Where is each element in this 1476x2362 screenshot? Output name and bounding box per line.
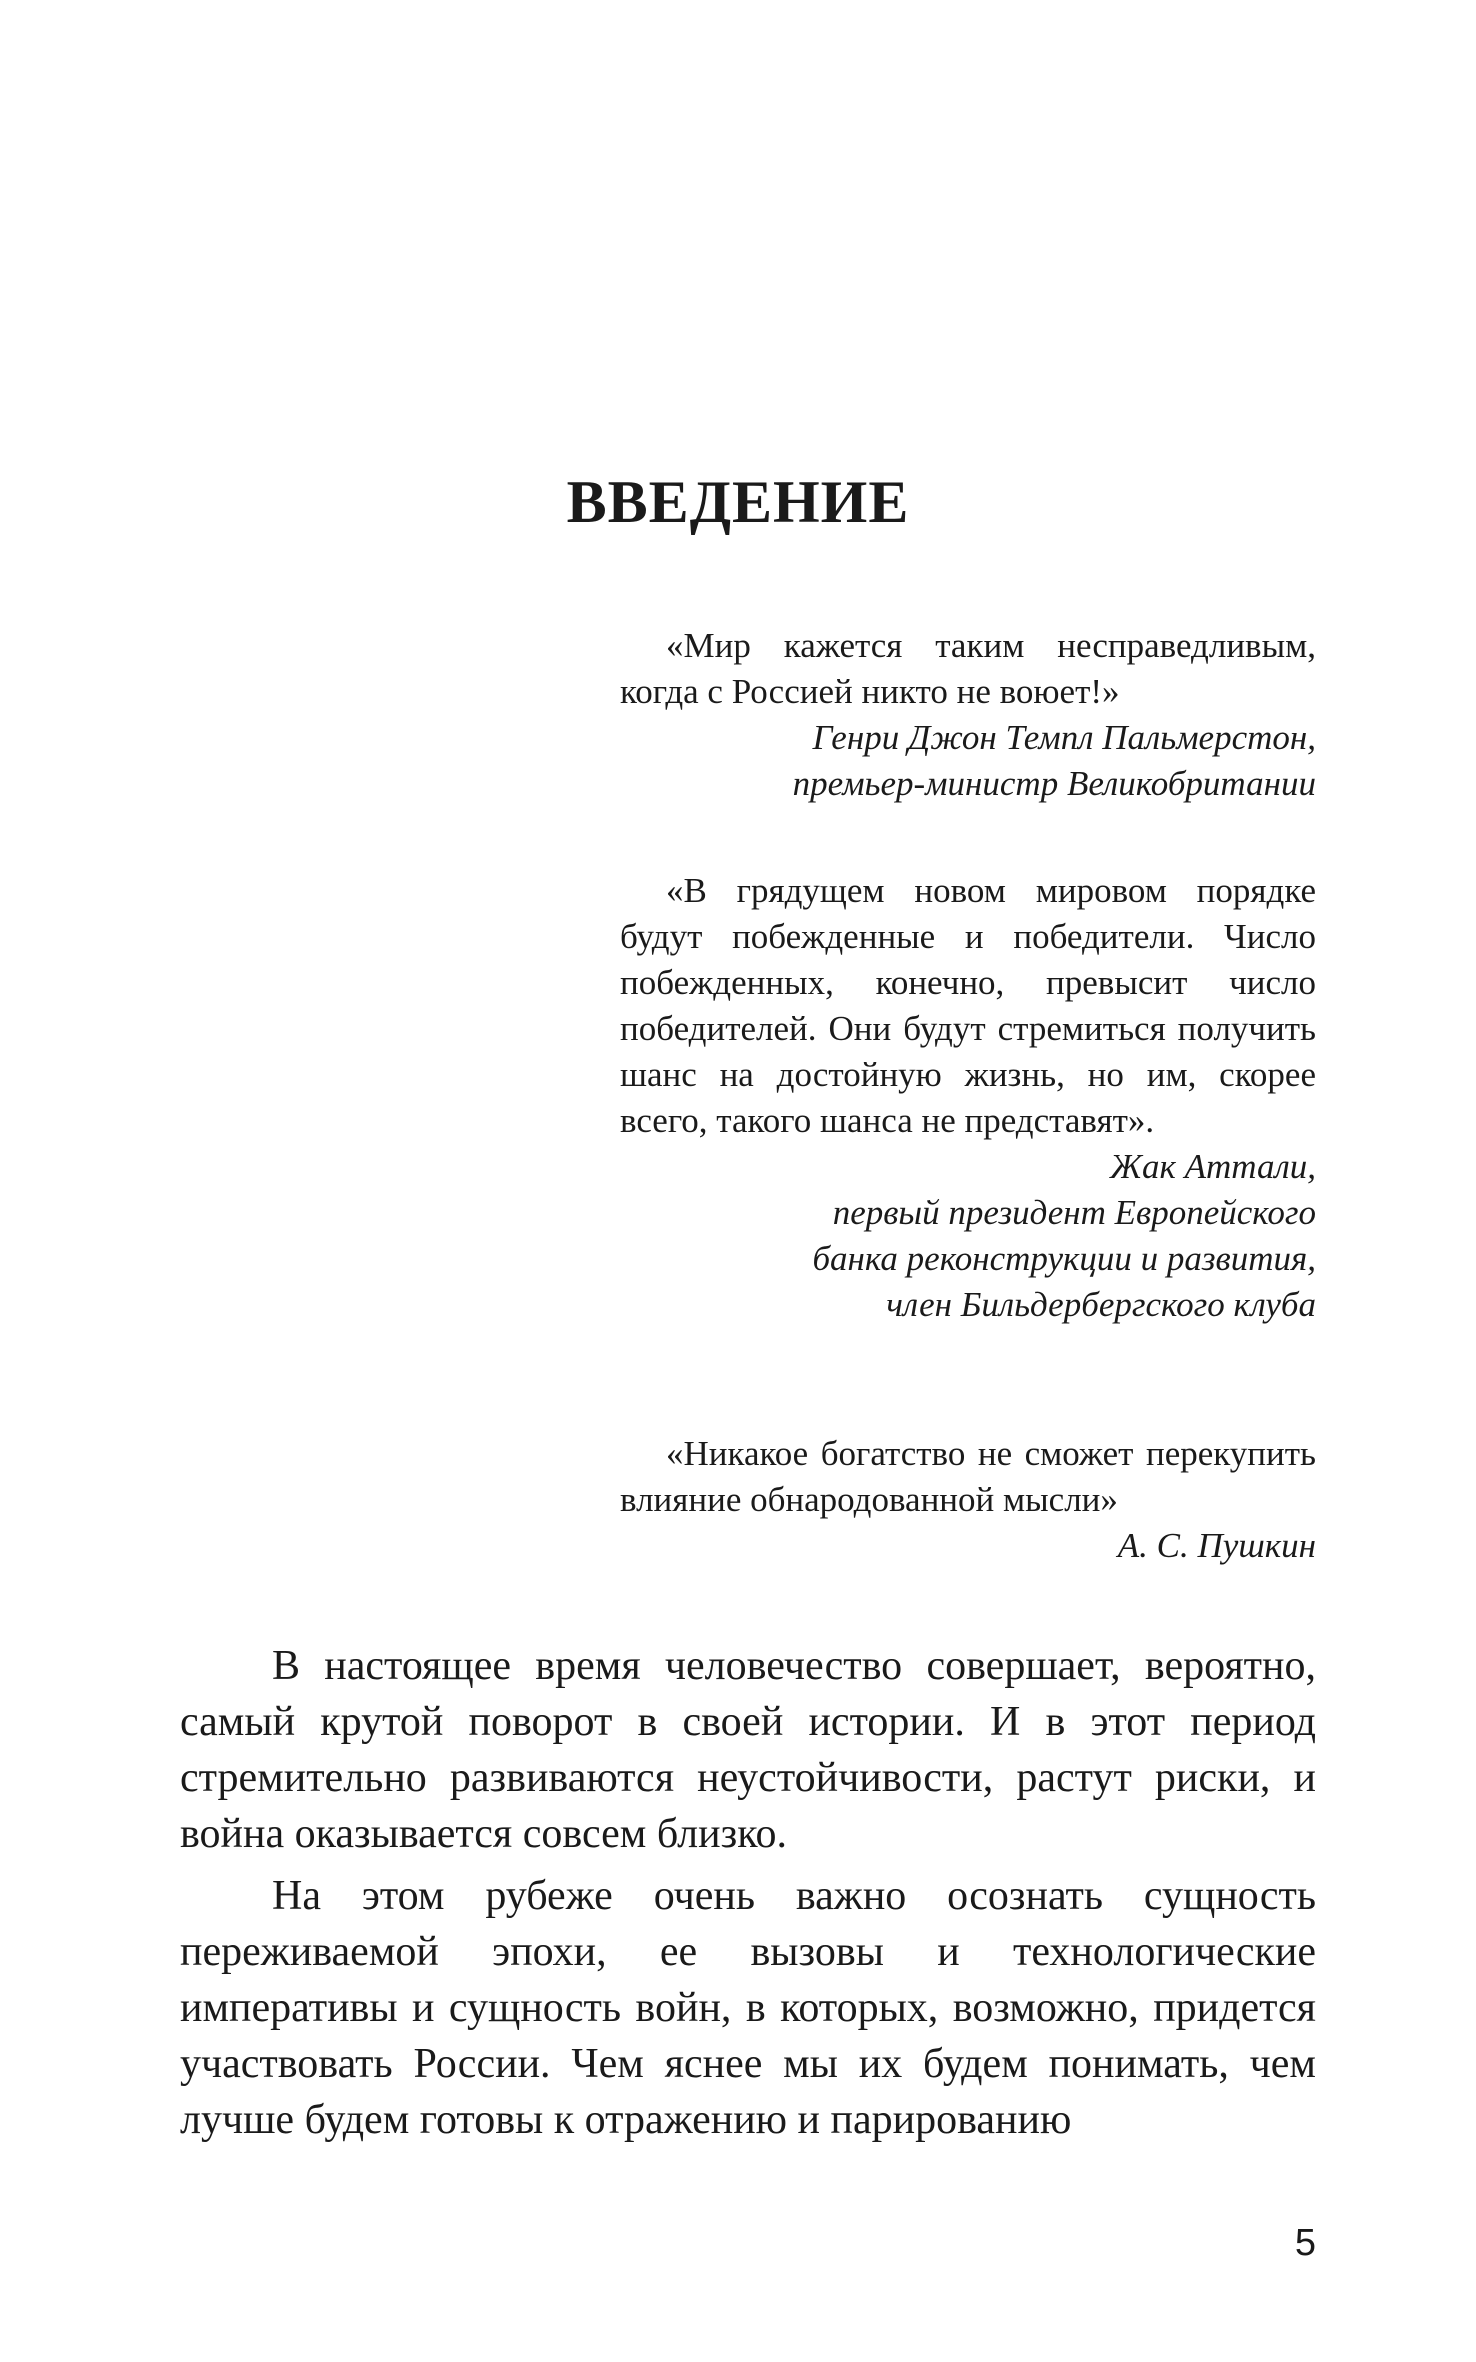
epigraph-quote: «Никакое богатство не сможет перекупить влияние обнародованной мысли» xyxy=(620,1434,1316,1519)
attribution-line: первый президент Европейского xyxy=(832,1193,1316,1232)
attribution-line: член Бильдербергского клуба xyxy=(886,1285,1316,1324)
attribution-line: А. С. Пушкин xyxy=(1117,1526,1316,1565)
epigraph-attribution xyxy=(620,1144,1316,1328)
body-text xyxy=(180,1638,1316,2154)
epigraph xyxy=(620,868,1316,1328)
epigraph xyxy=(620,1431,1316,1569)
paragraph: В настоящее время человечество совершает, вероятно, самый крутой поворот в своей истории. И в этот период стремительно развиваются неустойчивости, растут риски, и война оказывается совсем близко. xyxy=(180,1643,1316,1857)
epigraph-quote: «В грядущем новом мировом порядке будут побежденные и победители. Число побежденных, конечно, превысит число победителей. Они будут стремиться получить шанс на достойную жизнь, но им, скорее всего, такого шанса не представят». xyxy=(620,871,1316,1140)
epigraph-quote: «Мир кажется таким несправедливым, когда с Россией никто не воюет!» xyxy=(620,626,1316,711)
epigraph-attribution xyxy=(620,715,1316,807)
attribution-line: Жак Аттали, xyxy=(1109,1147,1316,1186)
attribution-line: премьер-министр Великобритании xyxy=(792,764,1316,803)
attribution-line: Генри Джон Темпл Пальмерстон, xyxy=(812,718,1316,757)
attribution-line: банка реконструкции и развития, xyxy=(812,1239,1316,1278)
paragraph: На этом рубеже очень важно осознать сущность переживаемой эпохи, ее вызовы и технологические императивы и сущность войн, в которых, возможно, придется участвовать России. Чем яснее мы их будем понимать, чем лучше будем готовы к отражению и парированию xyxy=(180,1873,1316,2143)
epigraph-attribution xyxy=(620,1523,1316,1569)
page-number: 5 xyxy=(1294,2222,1316,2264)
chapter-title: ВВЕДЕНИЕ xyxy=(566,469,910,535)
epigraph xyxy=(620,623,1316,807)
